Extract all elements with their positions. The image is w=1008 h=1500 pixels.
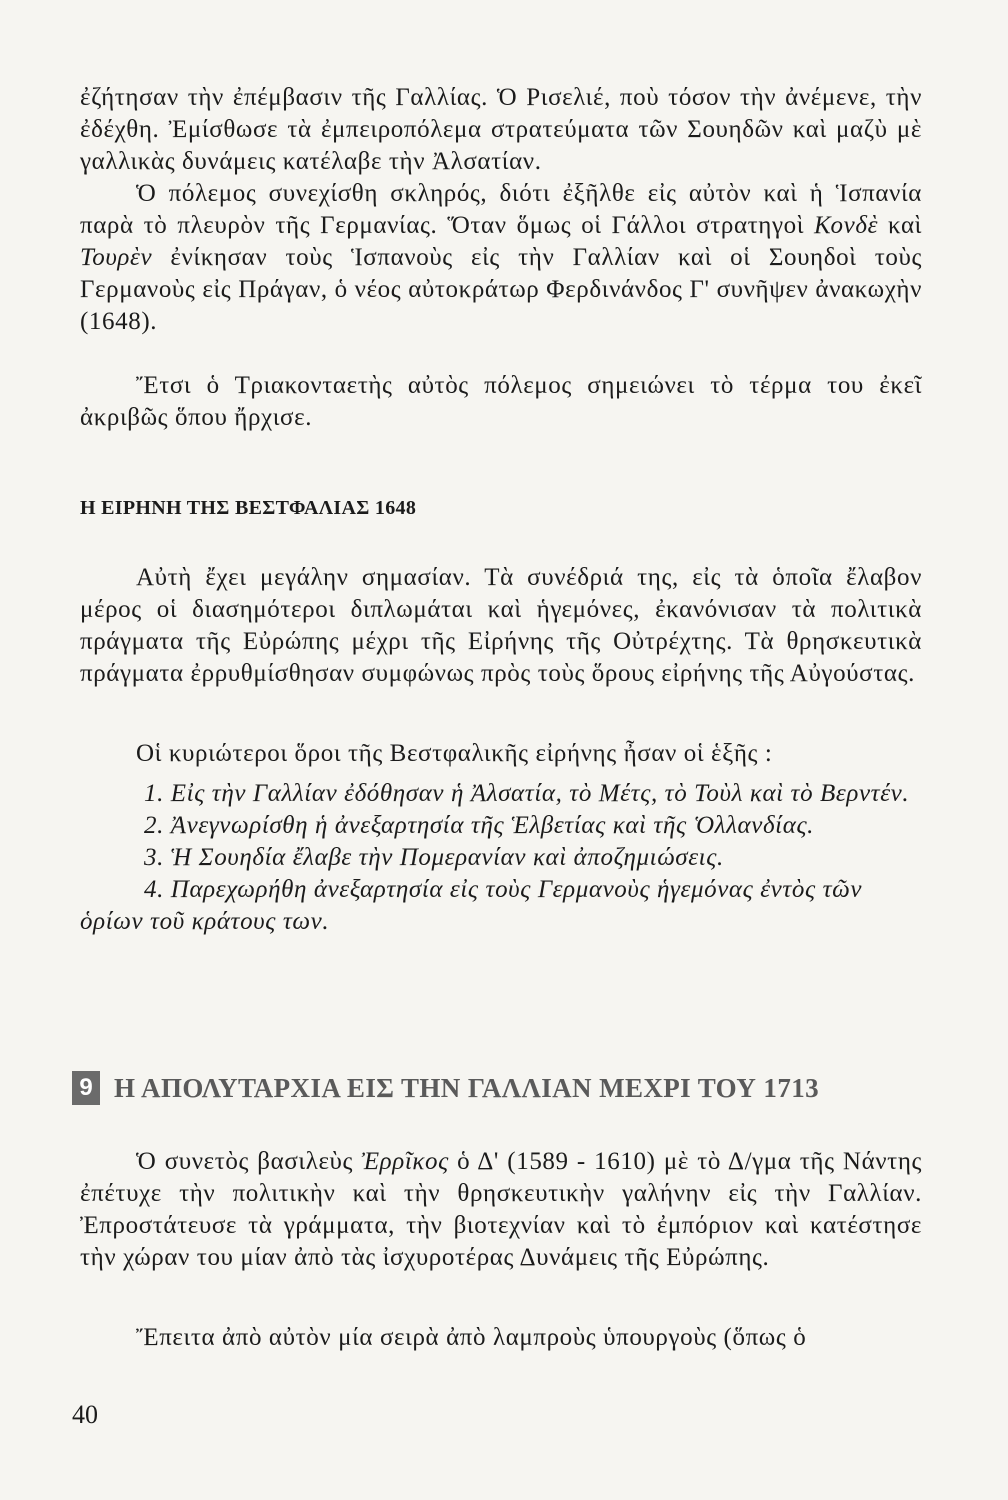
- paragraph: Αὐτὴ ἔχει μεγάλην σημασίαν. Τὰ συνέδριά της, εἰς τὰ ὁποῖα ἔλαβον μέρος οἱ διασημότεροι διπλωμάται καὶ ἡγεμόνες, ἐκανόνισαν τὰ πολιτικὰ πράγματα τῆς Εὐρώπης μέχρι τῆς Εἰρήνης τῆς Οὐτρέχτης. Τὰ θρησκευτικὰ πράγματα ἐρρυθμίσθησαν συμφώνως πρὸς τοὺς ὅρους εἰρήνης τῆς Αὐγούστας.: [80, 564, 922, 687]
- text-run: Ὁ συνετὸς βασιλεὺς: [136, 1148, 362, 1175]
- text-run: Ὁ πόλεμος συνεχίσθη σκληρός, διότι ἐξῆλθε εἰς αὐτὸν καὶ ἡ Ἱσπανία παρὰ τὸ πλευρὸν τῆς Γερμανίας. Ὅταν ὅμως οἱ Γάλλοι στρατηγοὶ: [80, 180, 922, 239]
- paragraph: Ἔτσι ὁ Τριακονταετὴς αὐτὸς πόλεμος σημειώνει τὸ τέρμα του ἐκεῖ ἀκριβῶς ὅπου ἤρχισε.: [80, 372, 922, 431]
- terms-list: [80, 778, 922, 938]
- paragraph: [80, 178, 922, 338]
- paragraph: Ἔπειτα ἀπὸ αὐτὸν μία σειρὰ ἀπὸ λαμπροὺς ὑπουργοὺς (ὅπως ὁ: [136, 1324, 807, 1351]
- italic-name: Τουρὲν: [80, 244, 153, 271]
- list-item: 2. Ἀνεγνωρίσθη ἡ ἀνεξαρτησία τῆς Ἑλβετίας καὶ τῆς Ὁλλανδίας.: [144, 812, 815, 839]
- chapter-heading: [72, 1068, 932, 1108]
- italic-name: Κονδὲ: [814, 212, 879, 239]
- paragraph: [80, 1146, 922, 1274]
- paragraph: ἐζήτησαν τὴν ἐπέμβασιν τῆς Γαλλίας. Ὁ Ρισελιέ, ποὺ τόσον τὴν ἀνέμενε, τὴν ἐδέχθη. Ἐμίσθωσε τὰ ἐμπειροπόλεμα στρατεύματα τῶν Σουηδῶν καὶ μαζὺ μὲ γαλλικὰς δυνάμεις κατέλαβε τὴν Ἀλσατίαν.: [80, 84, 922, 175]
- chapter-title: Η ΑΠΟΛΥΤΑΡΧΙΑ ΕΙΣ ΤΗΝ ΓΑΛΛΙΑΝ ΜΕΧΡΙ ΤΟΥ 1713: [114, 1072, 820, 1103]
- section-number-badge: 9: [72, 1071, 100, 1105]
- section-heading: Η ΕΙΡΗΝΗ ΤΗΣ ΒΕΣΤΦΑΛΙΑΣ 1648: [80, 497, 417, 519]
- list-item: 1. Εἰς τὴν Γαλλίαν ἐδόθησαν ἡ Ἀλσατία, τὸ Μέτς, τὸ Τοὺλ καὶ τὸ Βερντέν.: [144, 780, 910, 807]
- page-number: 40: [72, 1400, 98, 1429]
- text-run: ἐνίκησαν τοὺς Ἱσπανοὺς εἰς τὴν Γαλλίαν καὶ οἱ Σουηδοὶ τοὺς Γερμανοὺς εἰς Πράγαν, ὁ νέος αὐτοκράτωρ Φερδινάνδος Γ' συνῆψεν ἀνακωχὴν (1648).: [80, 244, 922, 335]
- list-item: 4. Παρεχωρήθη ἀνεξαρτησία εἰς τοὺς Γερμανοὺς ἡγεμόνας ἐντὸς τῶν ὁρίων τοῦ κράτους των.: [80, 876, 863, 935]
- italic-name: Ἐρρῖκος: [361, 1148, 449, 1175]
- text-run: ὁ Δ' (1589 - 1610) μὲ τὸ Δ/γμα τῆς Νάντης ἐπέτυχε τὴν πολιτικὴν καὶ τὴν θρησκευτικὴν γαλήνην εἰς τὴν Γαλλίαν. Ἐπροστάτευσε τὰ γράμματα, τὴν βιοτεχνίαν καὶ τὸ ἐμπόριον καὶ κατέστησε τὴν χώραν του μίαν ἀπὸ τὰς ἰσχυροτέρας Δυνάμεις τῆς Εὐρώπης.: [80, 1148, 922, 1271]
- text-run: καὶ: [878, 212, 922, 239]
- list-item: 3. Ἡ Σουηδία ἔλαβε τὴν Πομερανίαν καὶ ἀποζημιώσεις.: [144, 844, 724, 871]
- paragraph: Οἱ κυριώτεροι ὅροι τῆς Βεστφαλικῆς εἰρήνης ἦσαν οἱ ἑξῆς :: [136, 740, 773, 767]
